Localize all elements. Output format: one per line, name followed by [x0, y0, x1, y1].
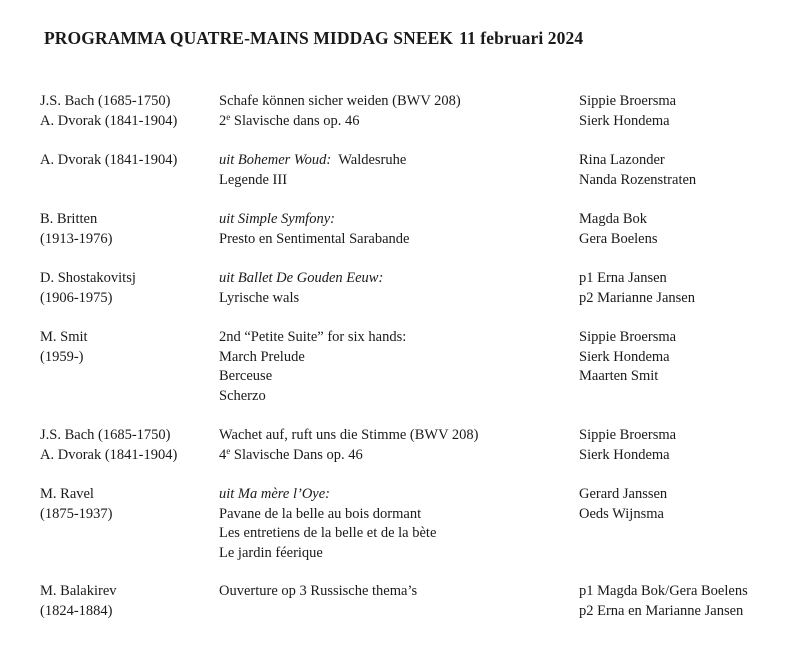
performer-name: Maarten Smit — [579, 368, 659, 385]
composer-line: A. Dvorak (1841-1904) — [40, 152, 178, 168]
piece-cell — [219, 151, 406, 190]
piece-line: Pavane de la belle au bois dormant — [219, 505, 422, 522]
piece-line: Les entretiens de la belle et de la bète — [219, 525, 437, 542]
piece-line: Berceuse — [219, 368, 273, 385]
piece-text: Waldesruhe — [338, 152, 407, 168]
piece-line: Schafe können sicher weiden (BWV 208) — [219, 93, 461, 109]
piece-source-italic: uit Ballet De Gouden Eeuw: — [219, 270, 384, 286]
composer-line: J.S. Bach (1685-1750) — [40, 427, 171, 443]
piece-line: Scherzo — [219, 387, 266, 404]
composer-line: (1906-1975) — [40, 289, 113, 306]
performer-name: Sierk Hondema — [579, 446, 670, 463]
composer-line: M. Smit — [40, 329, 88, 345]
composer-cell — [40, 92, 177, 131]
composer-line: A. Dvorak (1841-1904) — [40, 446, 178, 463]
ordinal-suffix: e — [226, 445, 231, 456]
piece-line — [219, 112, 461, 132]
page-title — [44, 28, 583, 49]
performers-cell — [579, 92, 676, 131]
performer-name: Gerard Janssen — [579, 486, 668, 502]
piece-line: 2nd “Petite Suite” for six hands: — [219, 329, 407, 345]
piece-cell — [219, 210, 409, 249]
performers-cell — [579, 582, 748, 621]
composer-cell — [40, 426, 177, 465]
composer-cell — [40, 485, 113, 524]
piece-line: Presto en Sentimental Sarabande — [219, 230, 410, 247]
composer-cell — [40, 582, 117, 621]
piece-cell — [219, 485, 436, 563]
composer-line: (1913-1976) — [40, 230, 113, 247]
piece-line: Wachet auf, ruft uns die Stimme (BWV 208) — [219, 427, 479, 443]
composer-line: A. Dvorak (1841-1904) — [40, 112, 178, 129]
piece-line — [219, 446, 479, 466]
performers-cell — [579, 210, 658, 249]
composer-cell — [40, 210, 113, 249]
composer-line: (1875-1937) — [40, 505, 113, 522]
performer-name: Rina Lazonder — [579, 152, 665, 168]
composer-line: M. Balakirev — [40, 583, 117, 599]
piece-number: 4 — [219, 446, 227, 463]
performer-name: Sierk Hondema — [579, 348, 670, 365]
ordinal-suffix: e — [226, 111, 231, 122]
piece-text: Slavische dans op. 46 — [230, 112, 360, 129]
composer-line: D. Shostakovitsj — [40, 270, 136, 286]
performer-name: Gera Boelens — [579, 230, 658, 247]
piece-line: Lyrische wals — [219, 289, 300, 306]
title-date: 11 februari 2024 — [459, 28, 584, 48]
performer-name: Oeds Wijnsma — [579, 505, 664, 522]
composer-cell — [40, 328, 88, 367]
piece-number: 2 — [219, 112, 227, 129]
performer-name: Sippie Broersma — [579, 329, 677, 345]
performers-cell — [579, 328, 676, 387]
performer-name: Sippie Broersma — [579, 427, 677, 443]
piece-line: Le jardin féerique — [219, 544, 323, 561]
performer-name: Sippie Broersma — [579, 93, 677, 109]
performer-name: p1 Erna Jansen — [579, 270, 667, 286]
title-main: PROGRAMMA QUATRE-MAINS MIDDAG SNEEK — [44, 28, 454, 48]
performer-name: p2 Erna en Marianne Jansen — [579, 602, 744, 619]
piece-line — [219, 151, 406, 171]
piece-cell — [219, 92, 461, 131]
performers-cell — [579, 151, 696, 190]
piece-cell — [219, 426, 479, 465]
composer-line: (1824-1884) — [40, 602, 113, 619]
performers-cell — [579, 485, 667, 524]
composer-line: (1959-) — [40, 348, 84, 365]
piece-cell — [219, 328, 406, 406]
performer-name: Sierk Hondema — [579, 112, 670, 129]
performer-name: p2 Marianne Jansen — [579, 289, 695, 306]
performers-cell — [579, 426, 676, 465]
piece-source-italic: uit Ma mère l’Oye: — [219, 486, 330, 502]
composer-line: J.S. Bach (1685-1750) — [40, 93, 171, 109]
piece-cell — [219, 582, 417, 602]
composer-cell — [40, 151, 177, 171]
piece-line: Legende III — [219, 171, 288, 188]
piece-line: Ouverture op 3 Russische thema’s — [219, 583, 418, 599]
performer-name: Magda Bok — [579, 211, 648, 227]
piece-text: Slavische Dans op. 46 — [230, 446, 363, 463]
piece-line: March Prelude — [219, 348, 305, 365]
composer-cell — [40, 269, 136, 308]
performer-name: Nanda Rozenstraten — [579, 171, 697, 188]
composer-line: B. Britten — [40, 211, 98, 227]
performer-name: p1 Magda Bok/Gera Boelens — [579, 583, 748, 599]
piece-cell — [219, 269, 383, 308]
performers-cell — [579, 269, 695, 308]
composer-line: M. Ravel — [40, 486, 94, 502]
piece-source-italic: uit Simple Symfony: — [219, 211, 335, 227]
piece-source-italic: uit Bohemer Woud: — [219, 152, 332, 168]
